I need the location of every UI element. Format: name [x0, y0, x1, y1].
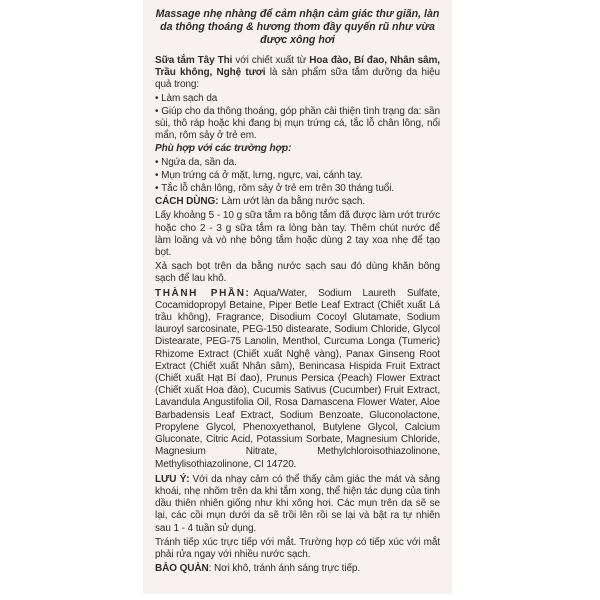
storage-sep: : — [208, 563, 215, 575]
benefit-item: • Làm sạch da — [155, 93, 440, 105]
description-mid: với chiết xuất từ — [232, 55, 310, 66]
usage-section — [155, 196, 440, 208]
suitable-case-item: • Tắc lỗ chân lông, rôm sảy ở trẻ em trên 30 tháng tuổi. — [155, 183, 440, 195]
storage-heading: BẢO QUẢN — [155, 563, 209, 575]
ingredients-text: Aqua/Water, Sodium Laureth Sulfate, Cocamidopropyl Betaine, Piper Betle Leaf Extract (Chiết xuất Lá trầu không), Fragrance, Disodium Cocoyl Glutamate, Sodium lauroyl sarcosinate, PEG-150 distearate, Sodium Chloride, Glycol Distearate, PEG-75 Lanolin, Menthol, Curcuma Longa (Tumeric) Rhizome Extract (Chiết xuất Nghệ vàng), Panax Ginseng Root Extract (Chiết xuất Nhân sâm), Benincasa Hispida Fruit Extract (Chiết xuất Hạt Bí đao), Prunus Persica (Peach) Flower Extract (Chiết xuất Hoa đào), Cucumis Sativus (Cucumber) Fruit Extract, Lavandula Angustifolia Oil, Rosa Damascena Flower Water, Aloe Barbadensis Leaf Extract, Sodium Benzoate, Gluconolactone, Propylene Glycol, Phenoxyethanol, Butylene Glycol, Calcium Gluconate, Citric Acid, Potassium Sorbate, Magnesium Chloride, Magnesium Nitrate, Methylchloroisothiazolinone, Methylisothiazolinone, CI 14720. — [155, 287, 440, 470]
storage-section — [155, 563, 440, 575]
suitable-heading: Phù hợp với các trường hợp: — [155, 143, 292, 155]
extract-list: Hoa đào, Bí đao, Nhân sâm, Trầu không, Nghệ tươi — [155, 55, 440, 79]
note-text: Với da nhạy cảm có thể thấy cảm giác the mát và sảng khoái, nhẹ nhõm trên da khi tắm xong, thể hiện tác dụng của tinh dầu thiên nhiên giống như khi xông hơi. Các mụn trên da sẽ se lại, các cồi mụn dưới da sẽ trồi lên rồi se lại và bật ra tự nhiên sau 1 - 4 tuần sử dụng. — [155, 473, 440, 534]
benefit-item: • Giúp cho da thông thoáng, góp phần cải thiện tình trạng da: sần sùi, thô ráp hoặc khi đang bị mụn trứng cá, tắc lỗ chân lông, nổi mẩn, rôm sảy ở trẻ em. — [155, 106, 440, 143]
usage-intro: Làm ướt làn da bằng nước sạch. — [221, 196, 366, 208]
brand-name: Sữa tắm Tây Thi — [155, 55, 233, 66]
usage-heading: CÁCH DÙNG: — [155, 196, 219, 208]
massage-tagline: Massage nhẹ nhàng để cảm nhận cảm giác thư giãn, làn da thông thoáng & hương thơm đầy quyến rũ như vừa được xông hơi — [155, 8, 440, 46]
note-section — [155, 474, 440, 535]
label-text-panel — [143, 0, 452, 594]
ingredients-heading: THÀNH PHẦN: — [155, 287, 251, 299]
eye-warning: Tránh tiếp xúc trực tiếp với mắt. Trường hợp có tiếp xúc với mắt phải rửa ngay với nhiều nước sạch. — [155, 536, 440, 560]
usage-step: Lấy khoảng 5 - 10 g sữa tắm ra bông tắm đã được làm ướt trước hoặc cho 2 - 3 g sữa tắm ra lòng bàn tay. Thêm chút nước để làm loãng và vò nhẹ bông tắm hoặc dùng 2 tay xoa nhẹ để tạo bọt. — [155, 210, 440, 259]
ingredients-section — [155, 288, 440, 471]
suitable-case-item: • Ngứa da, sần da. — [155, 157, 440, 169]
description-tail: là sản phẩm sữa tắm dưỡng da hiệu quả trong: — [155, 67, 440, 91]
note-heading: LƯU Ý: — [155, 473, 190, 485]
benefits-list — [155, 93, 440, 143]
suitable-cases-list — [155, 157, 440, 196]
storage-text: Nơi khô, tránh ánh sáng trực tiếp. — [214, 563, 361, 575]
suitable-case-item: • Mụn trứng cá ở mặt, lưng, ngực, vai, cánh tay. — [155, 170, 440, 182]
product-description — [155, 55, 440, 92]
usage-step: Xả sạch bọt trên da bằng nước sạch sau đó dùng khăn bông sạch để lau khô. — [155, 261, 440, 285]
